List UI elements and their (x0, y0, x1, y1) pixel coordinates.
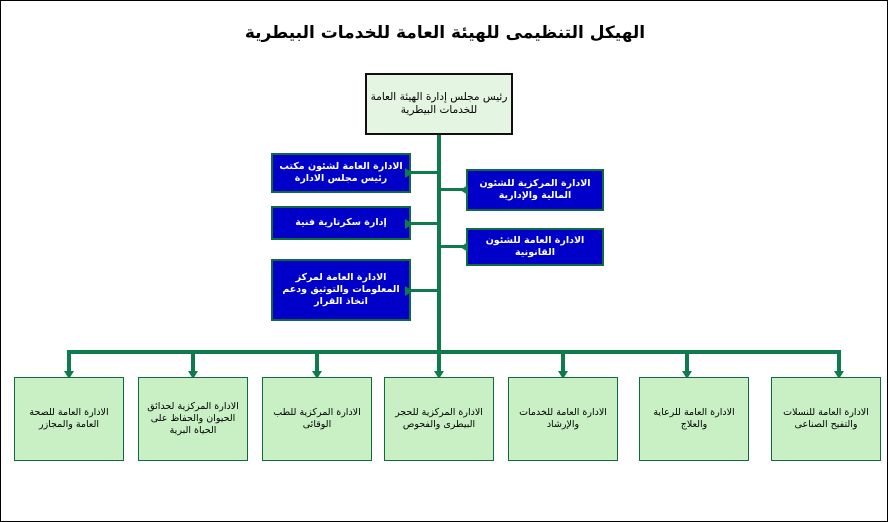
arrow-staff-left-1 (460, 242, 468, 252)
node-staff-finance-admin[interactable] (466, 169, 604, 211)
node-staff-secretariat[interactable] (271, 206, 411, 240)
node-department-zoos-wildlife[interactable] (138, 377, 248, 461)
node-staff-legal-label: الادارة العامة للشئون القانونية (485, 235, 585, 258)
arrow-staff-right-1 (405, 219, 413, 229)
node-department-breeds-insemination[interactable] (771, 377, 881, 461)
connector-staff-right-1 (411, 222, 439, 225)
node-department-breeds-insemination-label: الادارة العامة للنسلات والتفيح الصناعى (783, 407, 869, 430)
arrow-staff-right-2 (405, 286, 413, 296)
node-department-preventive-medicine-label: الادارة المركزية للطب الوقائى (273, 407, 361, 430)
arrow-staff-left-0 (460, 185, 468, 195)
connector-staff-right-0 (411, 171, 439, 174)
connector-staff-right-2 (411, 289, 439, 292)
spine-vertical (437, 135, 441, 353)
node-staff-information-center[interactable] (271, 259, 411, 321)
node-staff-office-chief[interactable] (271, 153, 411, 193)
node-staff-secretariat-label: إدارة سكرتارية فنية (295, 217, 387, 229)
arrow-staff-right-0 (405, 168, 413, 178)
department-bus (69, 350, 841, 354)
page-title: الهيكل التنظيمى للهيئة العامة للخدمات البيطرية (244, 23, 646, 43)
node-root-label: رئيس مجلس إدارة الهيئة العامة للخدمات البيطرية (370, 90, 508, 116)
node-department-quarantine-label: الادارة المركزية للحجر البيطرى والفحوص (395, 407, 483, 430)
node-department-quarantine[interactable] (384, 377, 494, 461)
node-department-services-extension[interactable] (508, 377, 618, 461)
node-staff-legal[interactable] (466, 228, 604, 266)
node-staff-information-center-label: الادارة العامة لمركز المعلومات والتوثيق ودعم اتخاذ القرار (282, 272, 400, 307)
node-department-public-health-label: الادارة العامة للصحة العامة والمجازر (29, 407, 109, 430)
node-department-care-treatment[interactable] (639, 377, 749, 461)
node-staff-finance-admin-label: الادارة المركزية للشئون المالية والإدارية (479, 178, 591, 201)
node-staff-office-chief-label: الادارة العامة لشئون مكتب رئيس مجلس الادارة (279, 161, 403, 184)
node-root[interactable] (365, 73, 513, 135)
node-department-care-treatment-label: الادارة العامة للرعاية والعلاج (653, 407, 735, 430)
node-department-services-extension-label: الادارة العامة للخدمات والإرشاد (519, 407, 607, 430)
node-department-public-health[interactable] (14, 377, 124, 461)
node-department-preventive-medicine[interactable] (262, 377, 372, 461)
node-department-zoos-wildlife-label: الادارة المركزية لحدائق الحيوان والحفاظ على الحياة البرية (147, 401, 239, 436)
